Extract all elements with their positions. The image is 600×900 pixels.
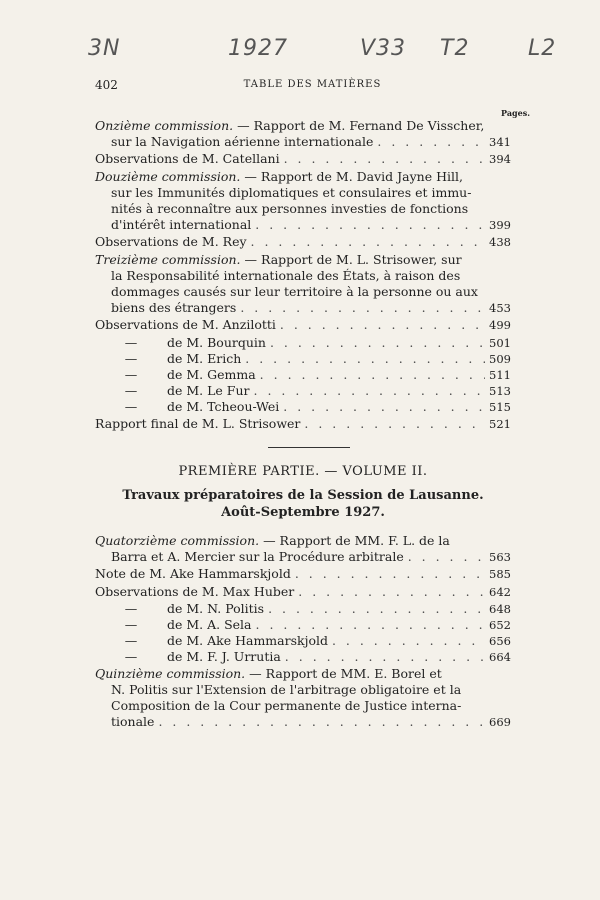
leader-dots [377,134,485,150]
page-ref: 585 [489,567,511,582]
entry-text: nités à reconnaître aux personnes investies de fonctions [111,201,469,217]
running-title: TABLE DES MATIÈRES [243,79,382,90]
page-ref: 669 [489,715,511,730]
entry-text: de M. F. J. Urrutia [167,649,281,665]
handwritten-note: L2 [528,36,557,61]
handwritten-note: V33 [360,36,407,61]
ditto-dash: — [124,600,138,616]
page-ref: 648 [489,601,511,616]
leader-dots [285,649,485,665]
leader-dots [256,617,485,633]
toc-entry [95,666,511,731]
ditto-dash: — [124,617,138,633]
ditto-dash: — [124,334,138,350]
toc-entry [95,151,511,167]
ditto-dash: — [124,383,138,399]
entry-text: biens des étrangers [111,300,237,316]
entry-text: de M. Gemma [167,367,256,383]
entry-text: — Rapport de MM. E. Borel et [249,665,442,681]
pages-column-label: Pages. [501,108,530,118]
toc-entry [95,416,511,432]
entry-text: tionale [111,714,155,730]
toc-entry [95,234,511,250]
entry-text: — Rapport de M. L. Strisower, sur [244,251,462,267]
toc-entry [95,566,511,582]
entry-text: Observations de M. Catellani [95,151,280,167]
entry-text: — Rapport de M. Fernand De Visscher, [237,118,485,133]
page-ref: 453 [489,301,511,316]
toc-subentry [95,351,511,367]
toc-section-1 [95,118,511,433]
toc-subentry [95,633,511,649]
page-ref: 501 [489,335,511,350]
toc-subentry [95,383,511,399]
toc-subentry [95,335,511,351]
entry-text: Observations de M. Max Huber [95,583,295,599]
entry-text: de M. Erich [167,350,242,366]
ditto-dash: — [124,350,138,366]
entry-label: Douzième commission. [95,168,241,184]
leader-dots [304,416,485,432]
toc-entry [95,584,511,600]
page-ref: 511 [489,368,511,383]
page-ref: 341 [489,135,511,150]
toc-entry [95,317,511,333]
page-ref: 513 [489,384,511,399]
section-divider [268,447,350,448]
toc-subentry [95,399,511,415]
entry-label: Treizième commission. [95,251,241,267]
page-ref: 642 [489,584,511,599]
leader-dots [298,584,485,600]
toc-subentry [95,617,511,633]
entry-text: de M. Le Fur [167,383,250,399]
entry-text: Composition de la Cour permanente de Justice interna- [111,698,462,714]
ditto-dash: — [124,367,138,383]
ditto-dash: — [124,649,138,665]
leader-dots [254,383,486,399]
volume-subtitle [95,487,511,521]
entry-text: de M. Bourquin [167,334,266,350]
page-header [95,78,530,96]
part-heading: PREMIÈRE PARTIE. — VOLUME II. [178,464,428,479]
entry-label: Quinzième commission. [95,665,246,681]
toc-entry [95,118,511,150]
entry-text: sur la Navigation aérienne internationale [111,134,374,150]
entry-label: Onzième commission. [95,118,234,133]
page-ref: 664 [489,650,511,665]
leader-dots [284,151,485,167]
page-ref: 438 [489,235,511,250]
leader-dots [255,217,485,233]
entry-text: Note de M. Ake Hammarskjold [95,566,291,582]
entry-text: — Rapport de M. David Jayne Hill, [244,168,463,184]
entry-text: de M. A. Sela [167,617,252,633]
entry-text: N. Politis sur l'Extension de l'arbitrage obligatoire et la [111,681,462,697]
entry-label: Quatorzième commission. [95,533,260,548]
entry-text: de M. Tcheou-Wei [167,399,280,415]
subtitle-line: Travaux préparatoires de la Session de Lausanne. [122,488,484,503]
leader-dots [240,300,485,316]
entry-text: sur les Immunités diplomatiques et consulaires et immu- [111,184,472,200]
ditto-dash: — [124,399,138,415]
leader-dots [332,633,485,649]
leader-dots [270,335,485,351]
subtitle-line: Août-Septembre 1927. [221,505,385,520]
page-ref: 515 [489,400,511,415]
toc-section-2 [95,533,511,731]
entry-text: d'intérêt international [111,217,252,233]
page-ref: 521 [489,416,511,431]
leader-dots [245,351,485,367]
leader-dots [251,234,485,250]
ditto-dash: — [124,633,138,649]
leader-dots [408,549,485,565]
entry-text: la Responsabilité internationale des États, à raison des [111,267,461,283]
entry-text: — Rapport de MM. F. L. de la [263,533,450,548]
toc-entry [95,533,511,565]
toc-entry [95,169,511,234]
page-ref: 394 [489,152,511,167]
entry-text: de M. Ake Hammarskjold [167,633,328,649]
page-ref: 652 [489,618,511,633]
handwritten-note: T2 [440,36,470,61]
handwritten-note: 3N [88,36,121,61]
toc-subentry [95,367,511,383]
leader-dots [158,714,485,730]
toc-subentry [95,649,511,665]
entry-text: Barra et A. Mercier sur la Procédure arbitrale [111,549,404,565]
entry-text: Observations de M. Anzilotti [95,317,276,333]
toc-entry [95,252,511,317]
page-ref: 509 [489,351,511,366]
entry-text: de M. N. Politis [167,600,265,616]
page-ref: 499 [489,318,511,333]
toc-subentry [95,601,511,617]
entry-text: Rapport final de M. L. Strisower [95,415,301,431]
page-ref: 563 [489,550,511,565]
page-ref: 399 [489,218,511,233]
entry-text: Observations de M. Rey [95,234,247,250]
handwritten-note: 1927 [228,36,288,61]
leader-dots [295,566,485,582]
leader-dots [260,367,485,383]
page-ref: 656 [489,634,511,649]
entry-text: dommages causés sur leur territoire à la personne ou aux [111,284,478,300]
leader-dots [268,601,485,617]
leader-dots [280,317,485,333]
page-number: 402 [95,78,118,92]
leader-dots [283,399,485,415]
